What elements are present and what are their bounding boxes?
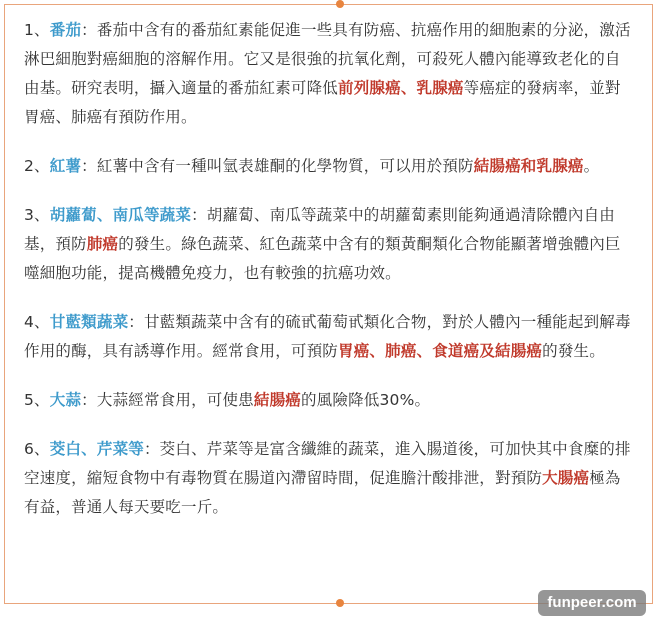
paragraph-text: 。 bbox=[583, 157, 600, 175]
frame-top-dot bbox=[336, 0, 344, 8]
food-keyword: 大蒜 bbox=[49, 391, 82, 409]
paragraph-text: 的風險降低30%。 bbox=[300, 391, 431, 409]
food-keyword: 甘藍類蔬菜 bbox=[49, 313, 129, 331]
paragraph-number: 5、 bbox=[24, 391, 50, 409]
cancer-highlight: 前列腺癌、乳腺癌 bbox=[338, 79, 464, 97]
paragraph-number: 3、 bbox=[24, 206, 50, 224]
paragraph-text: 等癌症的發病率，並對胃癌、肺癌有預防作用。 bbox=[24, 79, 621, 126]
cancer-highlight: 大腸癌 bbox=[542, 469, 590, 487]
food-keyword: 胡蘿蔔、南瓜等蔬菜 bbox=[49, 206, 192, 224]
paragraph-text: ：番茄中含有的番茄紅素能促進一些具有防癌、抗癌作用的細胞素的分泌，激活淋巴細胞對癌細胞的溶解作用。它又是很強的抗氧化劑，可殺死人體內能導致老化的自由基。研究表明，攝入適量的番茄紅素可降低 bbox=[24, 21, 631, 97]
food-keyword: 番茄 bbox=[49, 21, 82, 39]
paragraph bbox=[24, 152, 632, 181]
paragraph bbox=[24, 308, 632, 366]
site-watermark: funpeer.com bbox=[538, 590, 646, 616]
paragraph-text: ：大蒜經常食用，可使患 bbox=[81, 391, 254, 409]
food-keyword: 紅薯 bbox=[49, 157, 82, 175]
paragraph bbox=[24, 435, 632, 522]
paragraph bbox=[24, 16, 632, 132]
cancer-highlight: 肺癌 bbox=[86, 235, 119, 253]
paragraph-number: 6、 bbox=[24, 440, 50, 458]
cancer-highlight: 結腸癌 bbox=[253, 391, 301, 409]
paragraph bbox=[24, 201, 632, 288]
article-body bbox=[24, 16, 632, 542]
paragraph-text: 的發生。 bbox=[542, 342, 605, 360]
paragraph-text: ：胡蘿蔔、南瓜等蔬菜中的胡蘿蔔素則能夠通過清除體內自由基，預防 bbox=[24, 206, 615, 253]
paragraph-number: 1、 bbox=[24, 21, 50, 39]
frame-bottom-dot bbox=[336, 599, 344, 607]
paragraph-text: 的發生。綠色蔬菜、紅色蔬菜中含有的類黃酮類化合物能顯著增強體內巨噬細胞功能，提高機體免疫力，也有較強的抗癌功效。 bbox=[24, 235, 621, 282]
food-keyword: 茭白、芹菜等 bbox=[49, 440, 144, 458]
paragraph bbox=[24, 386, 632, 415]
paragraph-number: 2、 bbox=[24, 157, 50, 175]
paragraph-text: ：紅薯中含有一種叫氫表雄酮的化學物質，可以用於預防 bbox=[81, 157, 474, 175]
paragraph-text: 極為有益，普通人每天要吃一斤。 bbox=[24, 469, 621, 516]
paragraph-text: ：茭白、芹菜等是富含纖維的蔬菜，進入腸道後，可加快其中食糜的排空速度，縮短食物中有毒物質在腸道內滯留時間，促進膽汁酸排泄，對預防 bbox=[24, 440, 631, 487]
cancer-highlight: 結腸癌和乳腺癌 bbox=[473, 157, 584, 175]
cancer-highlight: 胃癌、肺癌、食道癌及結腸癌 bbox=[338, 342, 543, 360]
paragraph-text: ：甘藍類蔬菜中含有的硫甙葡萄甙類化合物，對於人體內一種能起到解毒作用的酶，具有誘導作用。經常食用，可預防 bbox=[24, 313, 631, 360]
paragraph-number: 4、 bbox=[24, 313, 50, 331]
